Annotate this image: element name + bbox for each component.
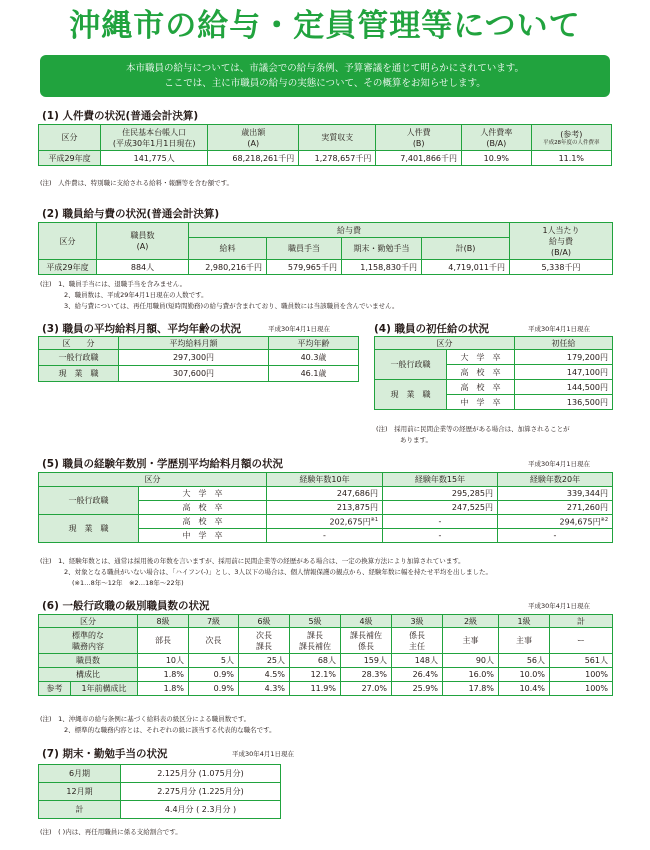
- cell: 90人: [443, 654, 499, 668]
- cell: 247,686円: [267, 487, 383, 501]
- cell: 主事: [443, 628, 499, 654]
- cell: 10人: [138, 654, 189, 668]
- cell: 46.1歳: [269, 366, 359, 382]
- cell: 大 学 卒: [139, 487, 267, 501]
- section-5-note-2: 2、対象となる職員がいない場合は、「ハイフン(-)」とし、3人以下の場合は、個人情報保護の観点から、経験年数に幅を持たせ平均を出しました。: [64, 568, 492, 576]
- intro-banner: [40, 55, 610, 97]
- cell: 2,980,216千円: [189, 260, 267, 275]
- header-cell: 2級: [443, 615, 499, 628]
- cell: 561人: [550, 654, 613, 668]
- header-cell: 人件費 (B): [376, 125, 462, 151]
- cell: 2.125月分 (1.075月分): [121, 765, 281, 783]
- cell: 26.4%: [392, 668, 443, 682]
- cell: 16.0%: [443, 668, 499, 682]
- section-3-heading: (3) 職員の平均給料月額、平均年齢の状況: [42, 323, 242, 335]
- header-cell: 計: [550, 615, 613, 628]
- cell: 4.4月分 ( 2.3月分 ): [121, 801, 281, 819]
- header-cell: 平均給料月額: [119, 337, 269, 350]
- cell: 次長 課長: [239, 628, 290, 654]
- header-cell: 区分: [39, 615, 138, 628]
- row-label: 標準的な 職務内容: [39, 628, 138, 654]
- cell: 1.8%: [138, 682, 189, 696]
- personnel-cost-table: [38, 124, 612, 166]
- section-2-note-1: (注) 1、職員手当には、退職手当を含みません。: [40, 280, 187, 288]
- header-cell: 1級: [499, 615, 550, 628]
- cell: 4.5%: [239, 668, 290, 682]
- bonus-table: [38, 764, 281, 819]
- header-cell: (参考) 平成28年度の人件費率: [531, 125, 611, 151]
- section-5-note-3: (※1…8年～12年 ※2…18年～22年): [72, 579, 184, 587]
- row-label: 平成29年度: [39, 260, 97, 275]
- cell: 884人: [97, 260, 189, 275]
- cell: 主事: [499, 628, 550, 654]
- cell: -: [267, 529, 383, 543]
- cell: 100%: [550, 668, 613, 682]
- cell: 213,875円: [267, 501, 383, 515]
- header-cell: 区分: [375, 337, 515, 350]
- cell: 247,525円: [383, 501, 498, 515]
- section-7-note: (注) ( )内は、再任用職員に係る支給割合です。: [40, 828, 182, 836]
- cell: 10.9%: [462, 151, 532, 166]
- header-cell: 7級: [189, 615, 239, 628]
- cell: 339,344円: [498, 487, 613, 501]
- cell: 課長補佐 係長: [341, 628, 392, 654]
- header-cell: 職員数 (A): [97, 223, 189, 260]
- cell: 中 学 卒: [139, 529, 267, 543]
- cell: 136,500円: [515, 395, 613, 410]
- row-label: 6月期: [39, 765, 121, 783]
- cell: 295,285円: [383, 487, 498, 501]
- section-4-heading: (4) 職員の初任給の状況: [374, 323, 490, 335]
- experience-salary-table: [38, 472, 613, 543]
- cell: 高 校 卒: [139, 515, 267, 529]
- row-label: 現 業 職: [39, 366, 119, 382]
- section-6-date: 平成30年4月1日現在: [528, 602, 591, 610]
- section-5-heading: (5) 職員の経験年数別・学歴別平均給料月額の状況: [42, 458, 284, 470]
- header-cell: 人件費率 (B/A): [462, 125, 532, 151]
- cell: 1,158,830千円: [342, 260, 422, 275]
- header-cell: 実質収支: [299, 125, 376, 151]
- cell: 147,100円: [515, 365, 613, 380]
- cell: 17.8%: [443, 682, 499, 696]
- section-7-heading: (7) 期末・勤勉手当の状況: [42, 748, 168, 760]
- row-label: 計: [39, 801, 121, 819]
- header-cell: 給料: [189, 238, 267, 260]
- cell: 25.9%: [392, 682, 443, 696]
- header-cell: 1人当たり 給与費 (B/A): [510, 223, 613, 260]
- footnote-mark-2: ※2: [600, 517, 608, 524]
- section-1-heading: (1) 人件費の状況(普通会計決算): [42, 110, 199, 122]
- cell: -: [498, 529, 613, 543]
- section-6-heading: (6) 一般行政職の級別職員数の状況: [42, 600, 210, 612]
- cell: 10.4%: [499, 682, 550, 696]
- section-4-date: 平成30年4月1日現在: [528, 325, 591, 333]
- header-cell: 区分: [39, 125, 101, 151]
- grade-staff-table: [38, 614, 613, 696]
- cell: 294,675円$^{※2}$: [498, 515, 613, 529]
- cell: 次長: [189, 628, 239, 654]
- section-3-date: 平成30年4月1日現在: [268, 325, 331, 333]
- cell: 0.9%: [189, 668, 239, 682]
- section-2-note-3: 3、給与費については、再任用職員(短時間勤務)の給与費が含まれており、職員数には当該職員を含んでいません。: [64, 302, 399, 310]
- header-cell: 区分: [39, 473, 267, 487]
- cell: 68人: [290, 654, 341, 668]
- cell: 297,300円: [119, 350, 269, 366]
- group-label: 現 業 職: [375, 380, 447, 410]
- header-cell: 経験年数20年: [498, 473, 613, 487]
- section-5-note-1: (注) 1、経験年数とは、通常は採用後の年数を言いますが、採用前に民間企業等の経歴がある場合は、一定の換算方法により加算されています。: [40, 557, 465, 565]
- cell: -: [383, 515, 498, 529]
- cell: 2.275月分 (1.225月分): [121, 783, 281, 801]
- cell: 4,719,011千円: [422, 260, 510, 275]
- cell: 5人: [189, 654, 239, 668]
- section-5-date: 平成30年4月1日現在: [528, 460, 591, 468]
- header-cell: 平均年齢: [269, 337, 359, 350]
- cell: 5,338千円: [510, 260, 613, 275]
- row-label: 参考: [39, 682, 71, 696]
- header-cell: 歳出額 (A): [208, 125, 299, 151]
- header-cell: 経験年数10年: [267, 473, 383, 487]
- cell: 高 校 卒: [447, 365, 515, 380]
- group-label: 一般行政職: [375, 350, 447, 380]
- cell: 27.0%: [341, 682, 392, 696]
- cell: 課長 課長補佐: [290, 628, 341, 654]
- section-2-heading: (2) 職員給与費の状況(普通会計決算): [42, 208, 220, 220]
- section-4-note-1: (注) 採用前に民間企業等の経歴がある場合は、加算されることが: [376, 425, 570, 433]
- header-cell: 給与費: [189, 223, 510, 238]
- cell: 高 校 卒: [139, 501, 267, 515]
- header-cell: 区 分: [39, 337, 119, 350]
- cell: 4.3%: [239, 682, 290, 696]
- cell: 1.8%: [138, 668, 189, 682]
- cell: 307,600円: [119, 366, 269, 382]
- cell: 100%: [550, 682, 613, 696]
- row-label: 職員数: [39, 654, 138, 668]
- row-label: 一般行政職: [39, 350, 119, 366]
- cell: 0.9%: [189, 682, 239, 696]
- cell: ー: [550, 628, 613, 654]
- section-1-note: (注) 人件費は、特別職に支給される給料・報酬等を含む額です。: [40, 179, 234, 187]
- section-6-note-2: 2、標準的な職務内容とは、それぞれの級に該当する代表的な職名です。: [64, 726, 276, 734]
- cell: 高 校 卒: [447, 380, 515, 395]
- cell: 28.3%: [341, 668, 392, 682]
- page-title: 沖縄市の給与・定員管理等について: [69, 8, 581, 44]
- cell: 7,401,866千円: [376, 151, 462, 166]
- cell: 大 学 卒: [447, 350, 515, 365]
- section-6-note-1: (注) 1、沖縄市の給与条例に基づく給料表の級区分による職員数です。: [40, 715, 251, 723]
- average-salary-table: [38, 336, 359, 382]
- header-cell: 6級: [239, 615, 290, 628]
- header-cell: 住民基本台帳人口 (平成30年1月1日現在): [101, 125, 208, 151]
- cell: 202,675円$^{※1}$: [267, 515, 383, 529]
- salary-cost-table: [38, 222, 613, 275]
- cell: 1,278,657千円: [299, 151, 376, 166]
- starting-salary-table: [374, 336, 613, 410]
- section-2-note-2: 2、職員数は、平成29年4月1日現在の人数です。: [64, 291, 208, 299]
- cell: 159人: [341, 654, 392, 668]
- cell: 中 学 卒: [447, 395, 515, 410]
- row-label: 構成比: [39, 668, 138, 682]
- cell: 68,218,261千円: [208, 151, 299, 166]
- footnote-mark-1: ※1: [370, 517, 378, 524]
- cell: 148人: [392, 654, 443, 668]
- cell: 144,500円: [515, 380, 613, 395]
- cell: 部長: [138, 628, 189, 654]
- cell: 10.0%: [499, 668, 550, 682]
- cell: 271,260円: [498, 501, 613, 515]
- cell: 579,965千円: [267, 260, 342, 275]
- section-4-note-2: あります。: [400, 436, 432, 444]
- cell: 11.1%: [531, 151, 611, 166]
- cell: 係長 主任: [392, 628, 443, 654]
- header-cell: 経験年数15年: [383, 473, 498, 487]
- banner-line-2: ここでは、主に市職員の給与の実態について、その概算をお知らせします。: [164, 78, 486, 89]
- header-cell: 区分: [39, 223, 97, 260]
- cell: -: [383, 529, 498, 543]
- header-cell: 4級: [341, 615, 392, 628]
- header-cell: 期末・勤勉手当: [342, 238, 422, 260]
- header-cell: 計(B): [422, 238, 510, 260]
- cell: 40.3歳: [269, 350, 359, 366]
- cell: 11.9%: [290, 682, 341, 696]
- cell: 25人: [239, 654, 290, 668]
- header-cell: 5級: [290, 615, 341, 628]
- header-cell: 初任給: [515, 337, 613, 350]
- cell: 56人: [499, 654, 550, 668]
- cell: 179,200円: [515, 350, 613, 365]
- row-label: 平成29年度: [39, 151, 101, 166]
- row-sublabel: 1年前構成比: [71, 682, 138, 696]
- group-label: 一般行政職: [39, 487, 139, 515]
- cell: 141,775人: [101, 151, 208, 166]
- header-cell: 3級: [392, 615, 443, 628]
- banner-line-1: 本市職員の給与については、市議会での給与条例、予算審議を通じて明らかにされています。: [125, 63, 525, 74]
- header-cell: 職員手当: [267, 238, 342, 260]
- header-cell: 8級: [138, 615, 189, 628]
- group-label: 現 業 職: [39, 515, 139, 543]
- section-7-date: 平成30年4月1日現在: [232, 750, 295, 758]
- cell: 12.1%: [290, 668, 341, 682]
- row-label: 12月期: [39, 783, 121, 801]
